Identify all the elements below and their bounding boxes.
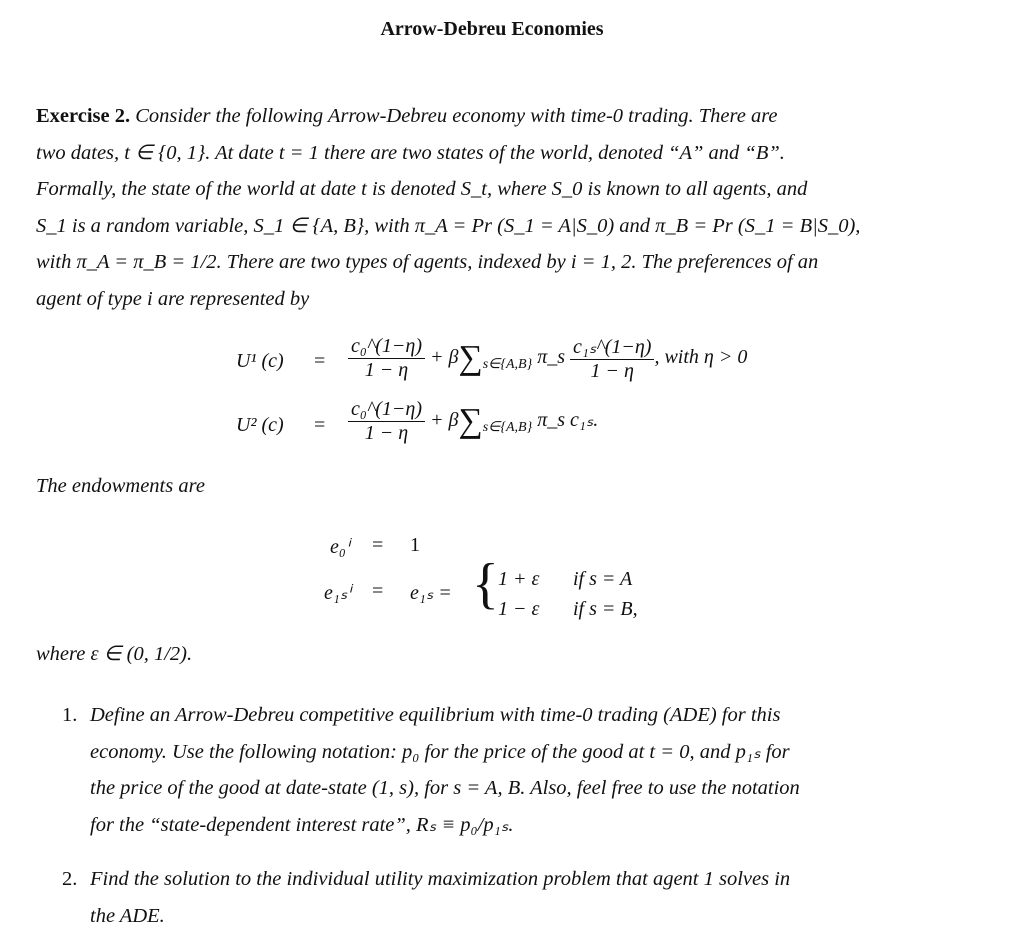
question-number: 1. — [62, 704, 78, 726]
case-b-condition: if s = B, — [573, 598, 638, 620]
intro-line-5: with π_A = π_B = 1/2. There are two types of agents, indexed by i = 1, 2. The preferences of an — [36, 251, 819, 274]
u2-frac — [348, 398, 425, 445]
sum-sign-icon: ∑ — [458, 339, 483, 377]
utility-eq-1 — [236, 330, 836, 394]
u2-frac-num: c₀^(1−η) — [351, 398, 423, 420]
e0-rhs: 1 — [410, 534, 420, 556]
u2-plus-beta: + β — [430, 409, 459, 432]
q1-line-3: the price of the good at date-state (1, s), for s = A, B. Also, feel free to use the notation — [90, 777, 800, 800]
utility-equations — [236, 330, 836, 458]
e1-lhs: e₁ₛⁱ — [324, 582, 351, 604]
exercise-label: Exercise 2. — [36, 105, 131, 127]
case-a-value: 1 + ε — [498, 568, 540, 590]
where-text: where ε ∈ (0, 1/2). — [36, 643, 193, 665]
u1-tail: , with η > 0 — [654, 346, 748, 369]
e1-eq-sign: = — [372, 580, 384, 602]
u2-tail: π_s c₁ₛ. — [537, 409, 599, 432]
question-list — [62, 697, 950, 935]
left-brace-icon: { — [472, 553, 499, 615]
u2-frac-den: 1 − η — [348, 421, 425, 445]
page-title: Arrow-Debreu Economies — [380, 18, 604, 40]
q1-line-1: Define an Arrow-Debreu competitive equilibrium with time-0 trading (ADE) for this — [90, 704, 781, 726]
u1-plus-beta: + β — [430, 346, 459, 369]
e0-eq-sign: = — [372, 534, 384, 556]
exercise-paragraph — [36, 98, 950, 318]
sum-sign-icon: ∑ — [458, 402, 483, 440]
e1-mid: e₁ₛ = — [410, 582, 452, 604]
case-b-value: 1 − ε — [498, 598, 540, 620]
case-a-condition: if s = A — [573, 568, 633, 590]
u1-frac-2-num: c₁ₛ^(1−η) — [573, 336, 652, 358]
question-item-1 — [62, 697, 950, 843]
endowments-text: The endowments are — [36, 475, 205, 497]
q1-line-2: economy. Use the following notation: p₀ for the price of the good at t = 0, and p₁ₛ for — [90, 740, 790, 763]
u1-frac-1-num: c₀^(1−η) — [351, 335, 423, 357]
intro-line-3: Formally, the state of the world at date t is denoted S_t, where S_0 is known to all agents, and — [36, 178, 808, 201]
u1-frac-1 — [348, 335, 425, 382]
question-item-2 — [62, 861, 950, 934]
intro-line-2: two dates, t ∈ {0, 1}. At date t = 1 there are two states of the world, denoted “A” and “B”. — [36, 141, 785, 164]
u2-rhs — [348, 398, 598, 445]
u1-frac-1-den: 1 − η — [348, 358, 425, 382]
u1-eq-sign: = — [314, 350, 326, 372]
endowment-equations — [324, 528, 750, 628]
q1-line-4: for the “state-dependent interest rate”, Rₛ ≡ p₀/p₁ₛ. — [90, 813, 514, 836]
utility-eq-2 — [236, 394, 836, 458]
u1-lhs: U¹ (c) — [236, 350, 284, 372]
case-b — [498, 594, 638, 624]
u1-pi-s: π_s — [537, 346, 565, 369]
intro-line-6: agent of type i are represented by — [36, 287, 310, 310]
intro-line-1: Consider the following Arrow-Debreu economy with time-0 trading. There are — [135, 105, 778, 127]
u2-lhs: U² (c) — [236, 414, 284, 436]
e0-lhs: e₀ⁱ — [330, 536, 350, 558]
u1-rhs — [348, 334, 747, 383]
endowment-cases — [498, 564, 638, 624]
intro-line-4: S_1 is a random variable, S_1 ∈ {A, B}, with π_A = Pr (S_1 = A|S_0) and π_B = Pr (S_1 = B|S_0), — [36, 214, 861, 237]
q2-line-2: the ADE. — [90, 904, 165, 927]
case-a — [498, 564, 638, 594]
u1-frac-2 — [570, 334, 654, 383]
u1-sum-sub: s∈{A,B} — [482, 357, 533, 373]
question-number: 2. — [62, 868, 78, 891]
u2-eq-sign: = — [314, 414, 326, 436]
q2-line-1: Find the solution to the individual utility maximization problem that agent 1 solves in — [90, 868, 791, 891]
u1-frac-2-den: 1 − η — [570, 359, 654, 383]
u2-sum-sub: s∈{A,B} — [482, 420, 533, 436]
